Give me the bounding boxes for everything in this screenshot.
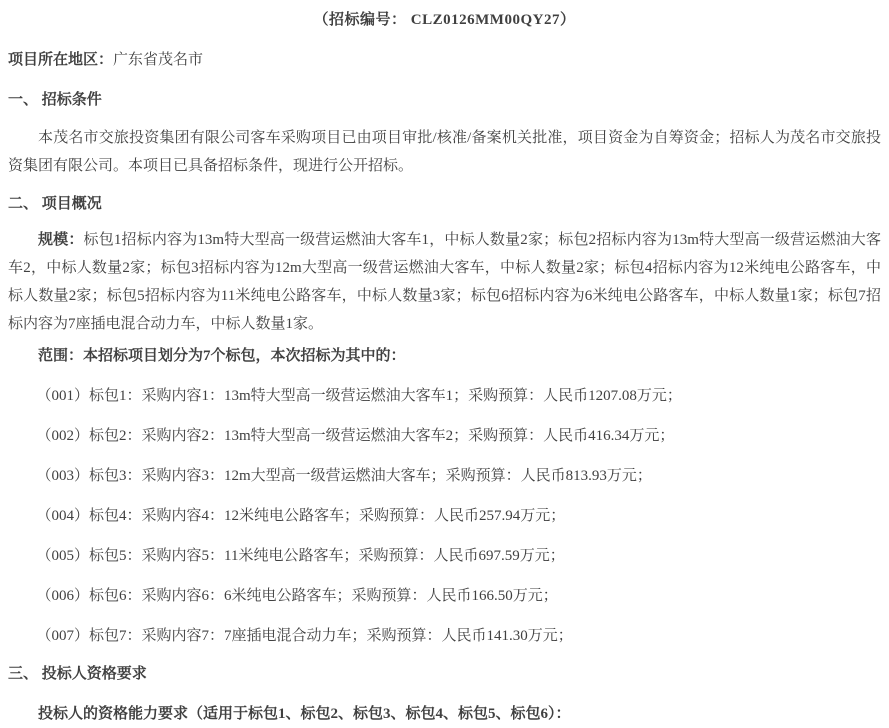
project-region-label: 项目所在地区： <box>8 52 114 68</box>
package-item-6: （006）标包6：采购内容6：6米纯电公路客车；采购预算：人民币166.50万元； <box>36 588 558 604</box>
project-region-line <box>8 46 881 74</box>
tender-notice-document <box>0 6 889 728</box>
section-title-tender-conditions: 一、 招标条件 <box>8 92 102 108</box>
package-item-5: （005）标包5：采购内容5：11米纯电公路客车；采购预算：人民币697.59万元； <box>36 548 565 564</box>
section-title-bidder-qualifications: 三、 投标人资格要求 <box>8 666 147 682</box>
bidder-qualification-line: 投标人的资格能力要求（适用于标包1、标包2、标包3、标包4、标包5、标包6）： <box>38 706 571 722</box>
package-item-3: （003）标包3：采购内容3：12m大型高一级营运燃油大客车；采购预算：人民币813.93万元； <box>36 468 652 484</box>
package-item-7: （007）标包7：采购内容7：7座插电混合动力车；采购预算：人民币141.30万元； <box>36 628 573 644</box>
scale-body: 标包1招标内容为13m特大型高一级营运燃油大客车1，中标人数量2家；标包2招标内容为13m特大型高一级营运燃油大客车2，中标人数量2家；标包3招标内容为12m大型高一级营运燃油大客车，中标人数量2家；标包4招标内容为12米纯电公路客车，中标人数量2家；标包5招标内容为11米纯电公路客车，中标人数量3家；标包6招标内容为6米纯电公路客车，中标人数量1家；标包7招标内容为7座插电混合动力车，中标人数量1家。 <box>8 232 881 332</box>
package-item-4: （004）标包4：采购内容4：12米纯电公路客车；采购预算：人民币257.94万元； <box>36 508 566 524</box>
tender-range-line: 范围：本招标项目划分为7个标包，本次招标为其中的： <box>38 348 406 364</box>
project-scale-paragraph <box>8 226 881 338</box>
tender-number-line: （招标编号： CLZ0126MM00QY27） <box>313 12 576 28</box>
package-item-2: （002）标包2：采购内容2：13m特大型高一级营运燃油大客车2；采购预算：人民币416.34万元； <box>36 428 675 444</box>
scale-label: 规模： <box>38 232 84 248</box>
package-item-1: （001）标包1：采购内容1：13m特大型高一级营运燃油大客车1；采购预算：人民币1207.08万元； <box>36 388 682 404</box>
section-title-project-overview: 二、 项目概况 <box>8 196 102 212</box>
project-region-value: 广东省茂名市 <box>113 52 204 68</box>
package-list <box>8 382 881 650</box>
tender-conditions-paragraph: 本茂名市交旅投资集团有限公司客车采购项目已由项目审批/核准/备案机关批准，项目资金为自筹资金；招标人为茂名市交旅投资集团有限公司。本项目已具备招标条件，现进行公开招标。 <box>8 130 881 174</box>
